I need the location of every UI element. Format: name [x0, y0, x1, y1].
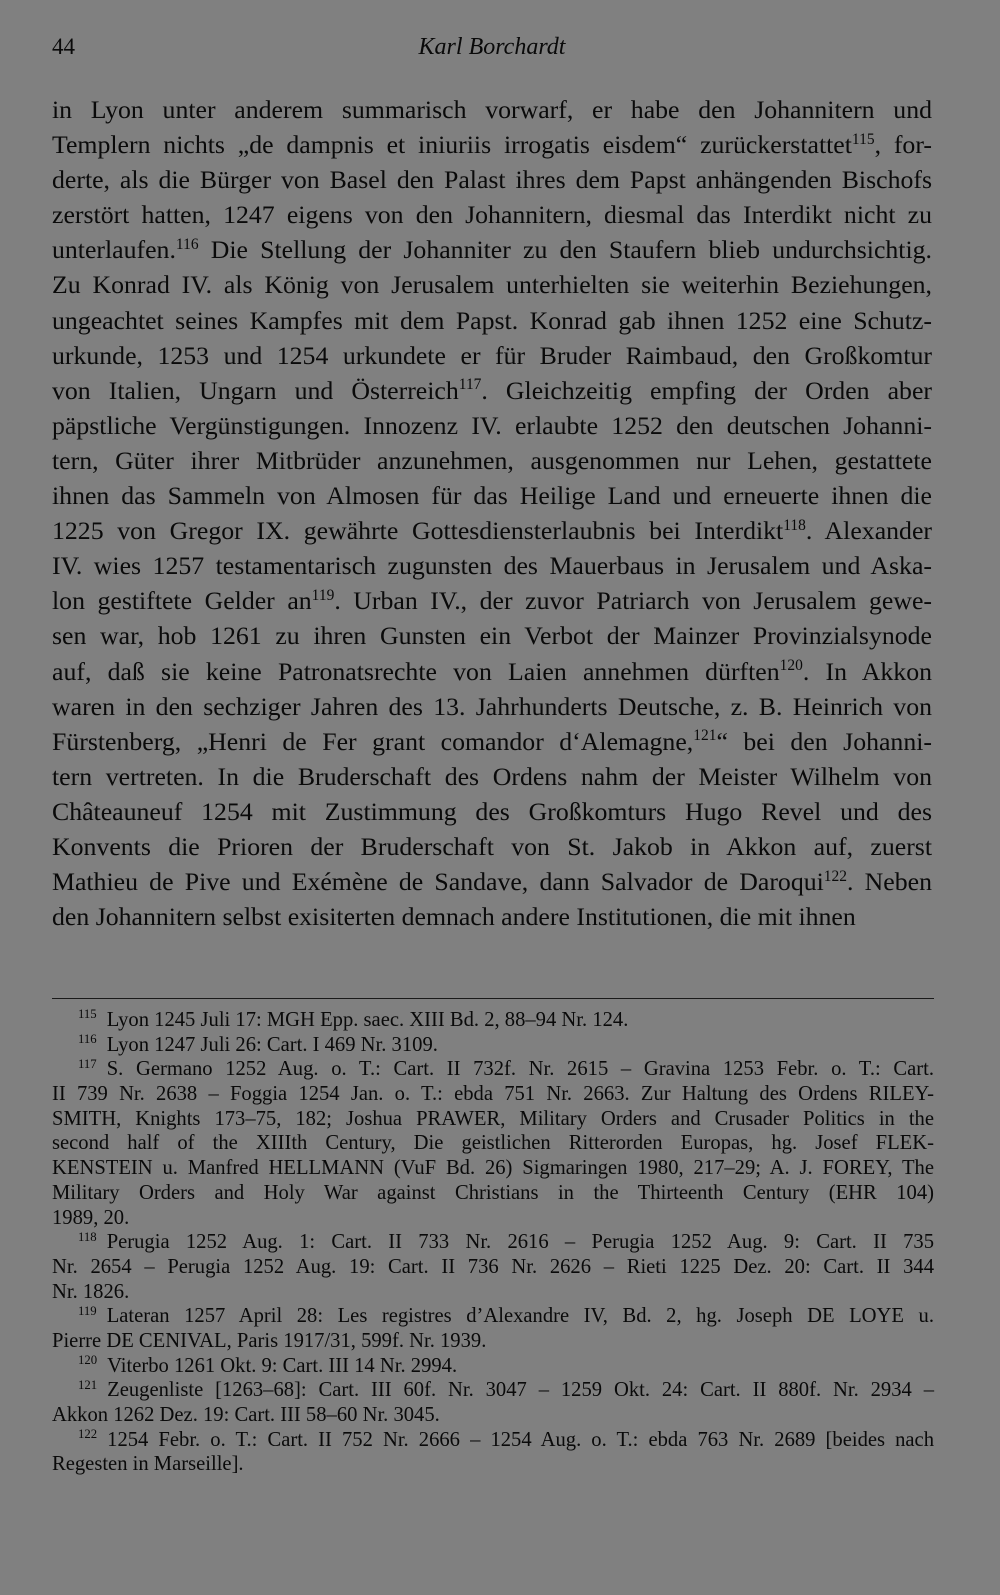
footnote-line: Akkon 1262 Dez. 19: Cart. III 58–60 Nr. 3045. [52, 1404, 440, 1426]
text-line: päpstliche Vergünstigungen. Innozenz IV. erlaubte 1252 den deutschen Johanni- [52, 410, 932, 440]
footnote-number: 116 [78, 1032, 97, 1047]
page-header [52, 28, 932, 68]
text-line: derte, als die Bürger von Basel den Palast ihres dem Papst anhängenden Bischofs [52, 165, 932, 195]
main-text [52, 92, 932, 934]
text-line: ihnen das Sammeln von Almosen für das Heilige Land und erneuerte ihnen die [52, 481, 932, 511]
footnote-ref: 118 [783, 516, 806, 534]
text-line: Châteauneuf 1254 mit Zustimmung des Großkomturs Hugo Revel und des [52, 796, 932, 826]
footnote-122: $^{122}$ 1254 Febr. o. T.: Cart. II 752 Nr. 2666 – 1254 Aug. o. T.: ebda 763 Nr. 2689 [beides nach [78, 1427, 934, 1451]
footnote-121: $^{121}$ Zeugenliste [1263–68]: Cart. III 60f. Nr. 3047 – 1259 Okt. 24: Cart. II 880f. Nr. 2934 – [78, 1377, 934, 1402]
footnote-ref: 122 [823, 867, 847, 885]
footnote-line: second half of the XIIIth Century, Die geistlichen Ritterorden Europas, hg. Josef FLEK- [52, 1132, 934, 1155]
text-line: ungeachtet seines Kampfes mit dem Papst. Konrad gab ihnen 1252 eine Schutz- [52, 305, 932, 335]
footnote-ref: 120 [779, 657, 803, 675]
footnote-number: 115 [78, 1007, 97, 1022]
footnote-number: 118 [78, 1229, 97, 1244]
footnote-line: II 739 Nr. 2638 – Foggia 1254 Jan. o. T.: ebda 751 Nr. 2663. Zur Haltung des Ordens RILEY- [52, 1083, 934, 1106]
footnote-116: $^{116}$ Lyon 1247 Juli 26: Cart. I 469 Nr. 3109. [78, 1032, 438, 1056]
text-line: Mathieu de Pive und Exémène de Sandave, dann Salvador de Daroqui$^{122}$. Neben [52, 867, 932, 897]
footnote-117: $^{117}$ S. Germano 1252 Aug. o. T.: Cart. II 732f. Nr. 2615 – Gravina 1253 Febr. o. T.: Cart. [78, 1056, 934, 1081]
footnote-115: $^{115}$ Lyon 1245 Juli 17: MGH Epp. saec. XIII Bd. 2, 88–94 Nr. 124. [78, 1007, 629, 1031]
footnote-number: 121 [78, 1377, 98, 1392]
footnote-119: $^{119}$ Lateran 1257 April 28: Les registres d’Alexandre IV, Bd. 2, hg. Joseph DE LOYE u. [78, 1303, 934, 1328]
text-line: Templern nichts „de dampnis et iniuriis irrogatis eisdem“ zurückerstattet$^{115}$, for- [52, 130, 932, 160]
footnote-line: 1989, 20. [52, 1206, 130, 1229]
text-line: tern vertreten. In die Bruderschaft des Ordens nahm der Meister Wilhelm von [52, 761, 932, 791]
text-line: tern, Güter ihrer Mitbrüder anzunehmen, ausgenommen nur Lehen, gestattete [52, 445, 932, 475]
text-line: unterlaufen.$^{116}$ Die Stellung der Johanniter zu den Staufern blieb undurchsichtig. [52, 235, 932, 265]
text-line: waren in den sechziger Jahren des 13. Jahrhunderts Deutsche, z. B. Heinrich von [52, 691, 932, 721]
text-line: 1225 von Gregor IX. gewährte Gottesdiensterlaubnis bei Interdikt$^{118}$. Alexander [52, 516, 932, 546]
footnote-ref: 117 [458, 376, 482, 394]
text-line: urkunde, 1253 und 1254 urkundete er für Bruder Raimbaud, den Großkomtur [52, 340, 932, 370]
footnote-number: 122 [78, 1427, 98, 1442]
footnote-ref: 115 [851, 130, 875, 148]
footnote-separator [52, 998, 934, 999]
footnote-number: 120 [78, 1352, 98, 1367]
text-line: Fürstenberg, „Henri de Fer grant comandor d‘Alemagne,$^{121}$“ bei den Johanni- [52, 726, 932, 756]
running-head: Karl Borchardt [418, 34, 566, 60]
text-line: Zu Konrad IV. als König von Jerusalem unterhielten sie weiterhin Beziehungen, [52, 270, 932, 300]
text-line: auf, daß sie keine Patronatsrechte von Laien annehmen dürften$^{120}$. In Akkon [52, 656, 933, 686]
footnote-line: Nr. 1826. [52, 1280, 130, 1303]
text-line: sen war, hob 1261 zu ihren Gunsten ein Verbot der Mainzer Provinzialsynode [52, 621, 932, 651]
footnote-120: $^{120}$ Viterbo 1261 Okt. 9: Cart. III 14 Nr. 2994. [78, 1352, 458, 1377]
footnote-ref: 116 [175, 236, 199, 254]
footnote-line: Pierre DE CENIVAL, Paris 1917/31, 599f. Nr. 1939. [52, 1329, 487, 1352]
text-line: von Italien, Ungarn und Österreich$^{117}$. Gleichzeitig empfing der Orden aber [52, 375, 932, 405]
footnote-number: 119 [78, 1303, 97, 1318]
text-line: zerstört hatten, 1247 eigens von den Johannitern, diesmal das Interdikt nicht zu [52, 200, 932, 230]
page-number: 44 [52, 34, 75, 59]
footnote-ref: 121 [693, 727, 717, 745]
footnotes [52, 1008, 934, 1477]
footnote-line: Nr. 2654 – Perugia 1252 Aug. 19: Cart. II 736 Nr. 2626 – Rieti 1225 Dez. 20: Cart. II 344 [52, 1255, 934, 1278]
text-line: in Lyon unter anderem summarisch vorwarf, er habe den Johannitern und [52, 95, 932, 124]
footnote-line: Military Orders and Holy War against Christians in the Thirteenth Century (EHR 104) [52, 1181, 934, 1204]
footnote-ref: 119 [311, 587, 335, 605]
footnote-line: SMITH, Knights 173–75, 182; Joshua PRAWER, Military Orders and Crusader Politics in the [52, 1107, 934, 1130]
text-line: den Johannitern selbst exisiterten demnach andere Institutionen, die mit ihnen [52, 902, 856, 932]
footnote-118: $^{118}$ Perugia 1252 Aug. 1: Cart. II 733 Nr. 2616 – Perugia 1252 Aug. 9: Cart. II 735 [78, 1229, 934, 1254]
text-line: IV. wies 1257 testamentarisch zugunsten des Mauerbaus in Jerusalem und Aska- [52, 551, 932, 581]
text-line: Konvents die Prioren der Bruderschaft von St. Jakob in Akkon auf, zuerst [52, 831, 932, 861]
text-line: lon gestiftete Gelder $an^{119}$. Urban IV., der zuvor Patriarch von Jerusalem gewe- [52, 586, 932, 616]
footnote-line: KENSTEIN u. Manfred HELLMANN (VuF Bd. 26) Sigmaringen 1980, 217–29; A. J. FOREY, The [52, 1157, 934, 1180]
footnote-number: 117 [78, 1056, 97, 1071]
footnote-line: Regesten in Marseille]. [52, 1453, 244, 1476]
